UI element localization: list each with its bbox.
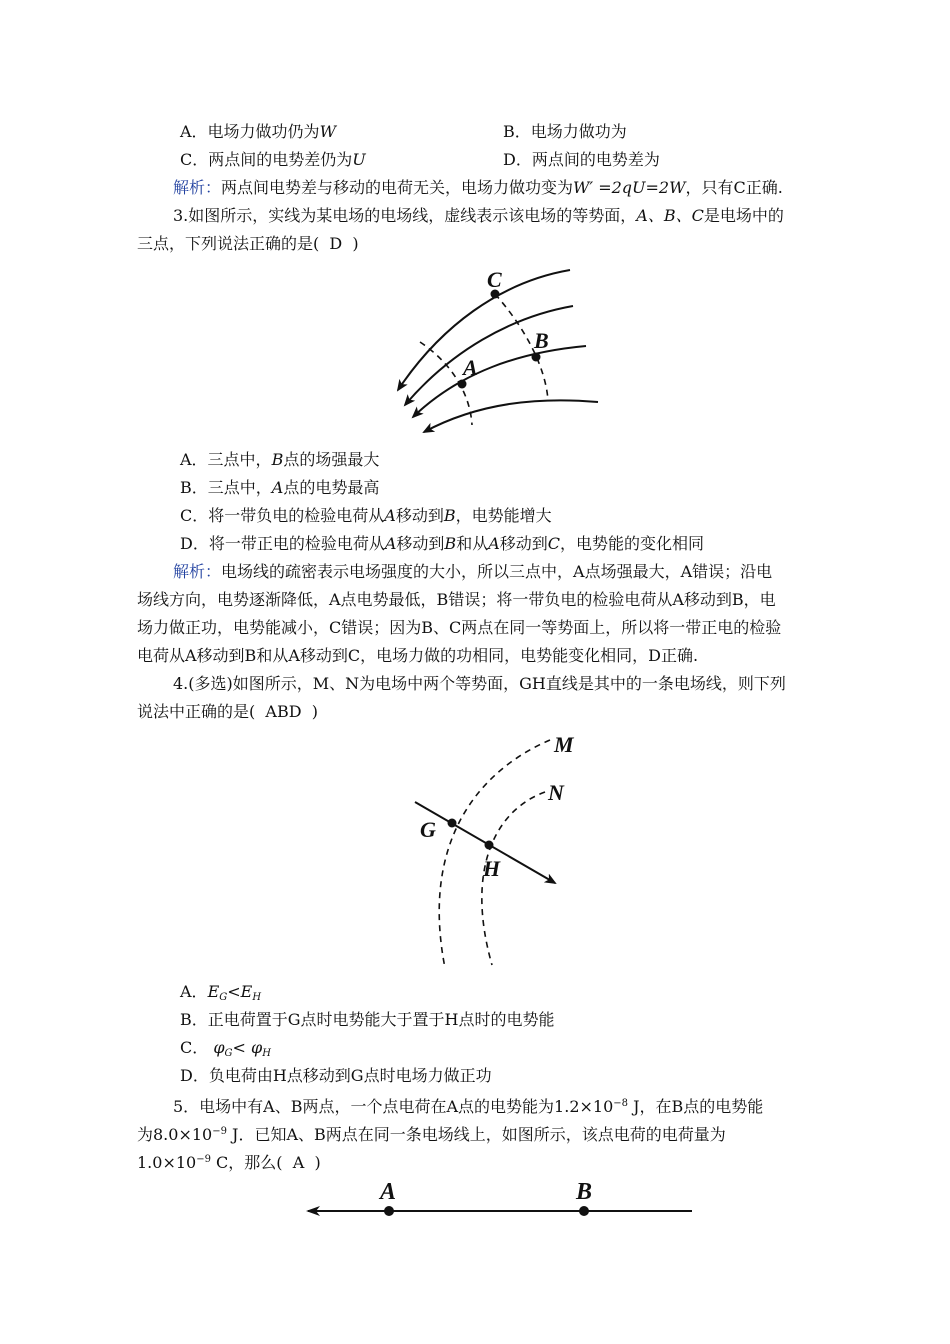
- q3-field-line-figure: [380, 262, 620, 442]
- q2-analysis: 解析：两点间电势差与移动的电荷无关，电场力做功变为W′ =2qU=2W，只有C正确.: [173, 178, 783, 197]
- q4-stem-line2: 说法中正确的是( ABD ): [137, 702, 318, 721]
- analysis-label: 解析：: [173, 562, 222, 581]
- label-g: G: [420, 817, 436, 842]
- q5-stem-line1: 5．电场中有A、B两点，一个点电荷在A点的电势能为$1.2\times 10^{-8}$ J，在B点的电势能: [173, 1097, 764, 1116]
- q3-answer: D: [329, 234, 343, 253]
- label-a: A: [463, 355, 478, 380]
- q3-option-c: C．将一带负电的检验电荷从A移动到B，电势能增大: [180, 506, 552, 525]
- q2-option-a: A．电场力做功仍为W: [180, 122, 337, 141]
- q2-option-b: B．电场力做功为: [503, 122, 627, 141]
- q3-analysis-line4: 电荷从A移动到B和从A移动到C，电场力做的功相同，电势能变化相同，D正确.: [137, 646, 699, 665]
- q4-option-d: D．负电荷由H点移动到G点时电场力做正功: [180, 1066, 492, 1085]
- q5-stem-line3: $1.0\times 10^{-9}$ C，那么( A ): [137, 1153, 321, 1172]
- q3-option-d: D．将一带正电的检验电荷从A移动到B和从A移动到C，电势能的变化相同: [180, 534, 705, 553]
- q4-option-c: C． $\varphi_G< \varphi_H$: [180, 1038, 271, 1059]
- field-line: [424, 400, 598, 432]
- q5-field-line-figure: [300, 1175, 700, 1225]
- q5-stem-line2: 为$8.0\times 10^{-9}$ J．已知A、B两点在同一条电场线上，如图所示，该点电荷的电荷量为: [137, 1125, 726, 1144]
- q4-answer: ABD: [265, 702, 302, 721]
- q2-option-c: C．两点间的电势差仍为U: [180, 150, 366, 169]
- equipotential-m: [439, 740, 550, 968]
- point-a: [458, 380, 467, 389]
- point-b: [532, 353, 541, 362]
- q3-stem-line2: 三点，下列说法正确的是( D ): [137, 234, 359, 253]
- q4-option-a: A．$E_G<E_H$: [180, 982, 262, 1003]
- q4-option-b: B．正电荷置于G点时电势能大于置于H点时的电势能: [180, 1010, 555, 1029]
- point-a: [384, 1206, 394, 1216]
- analysis-label: 解析：: [173, 178, 222, 197]
- point-h: [485, 841, 494, 850]
- q3-analysis-line2: 场线方向，电势逐渐降低，A点电势最低，B错误；将一带负电的检验电荷从A移动到B，电: [137, 590, 776, 609]
- label-h: H: [483, 856, 501, 881]
- q5-answer: A: [292, 1153, 305, 1172]
- q3-analysis-line3: 场力做正功，电势能减小，C错误；因为B、C两点在同一等势面上，所以将一带正电的检验: [137, 618, 782, 637]
- q3-option-b: B．三点中，A点的电势最高: [180, 478, 380, 497]
- point-g: [448, 819, 457, 828]
- label-m: M: [554, 732, 574, 757]
- q4-equipotential-figure: [400, 730, 600, 975]
- label-b: B: [576, 1179, 593, 1205]
- q3-option-a: A．三点中，B点的场强最大: [180, 450, 380, 469]
- q3-stem-line1: 3.如图所示，实线为某电场的电场线，虚线表示该电场的等势面，A、B、C是电场中的: [173, 206, 784, 225]
- point-b: [579, 1206, 589, 1216]
- label-a: A: [380, 1179, 397, 1205]
- label-c: C: [487, 267, 502, 292]
- q4-stem-line1: 4.(多选)如图所示，M、N为电场中两个等势面，GH直线是其中的一条电场线，则下列: [173, 674, 786, 693]
- q3-analysis-line1: 解析：电场线的疏密表示电场强度的大小，所以三点中，A点场强最大，A错误；沿电: [173, 562, 773, 581]
- label-n: N: [548, 780, 564, 805]
- field-line: [405, 306, 573, 405]
- q2-option-d: D．两点间的电势差为: [503, 150, 660, 169]
- label-b: B: [534, 328, 549, 353]
